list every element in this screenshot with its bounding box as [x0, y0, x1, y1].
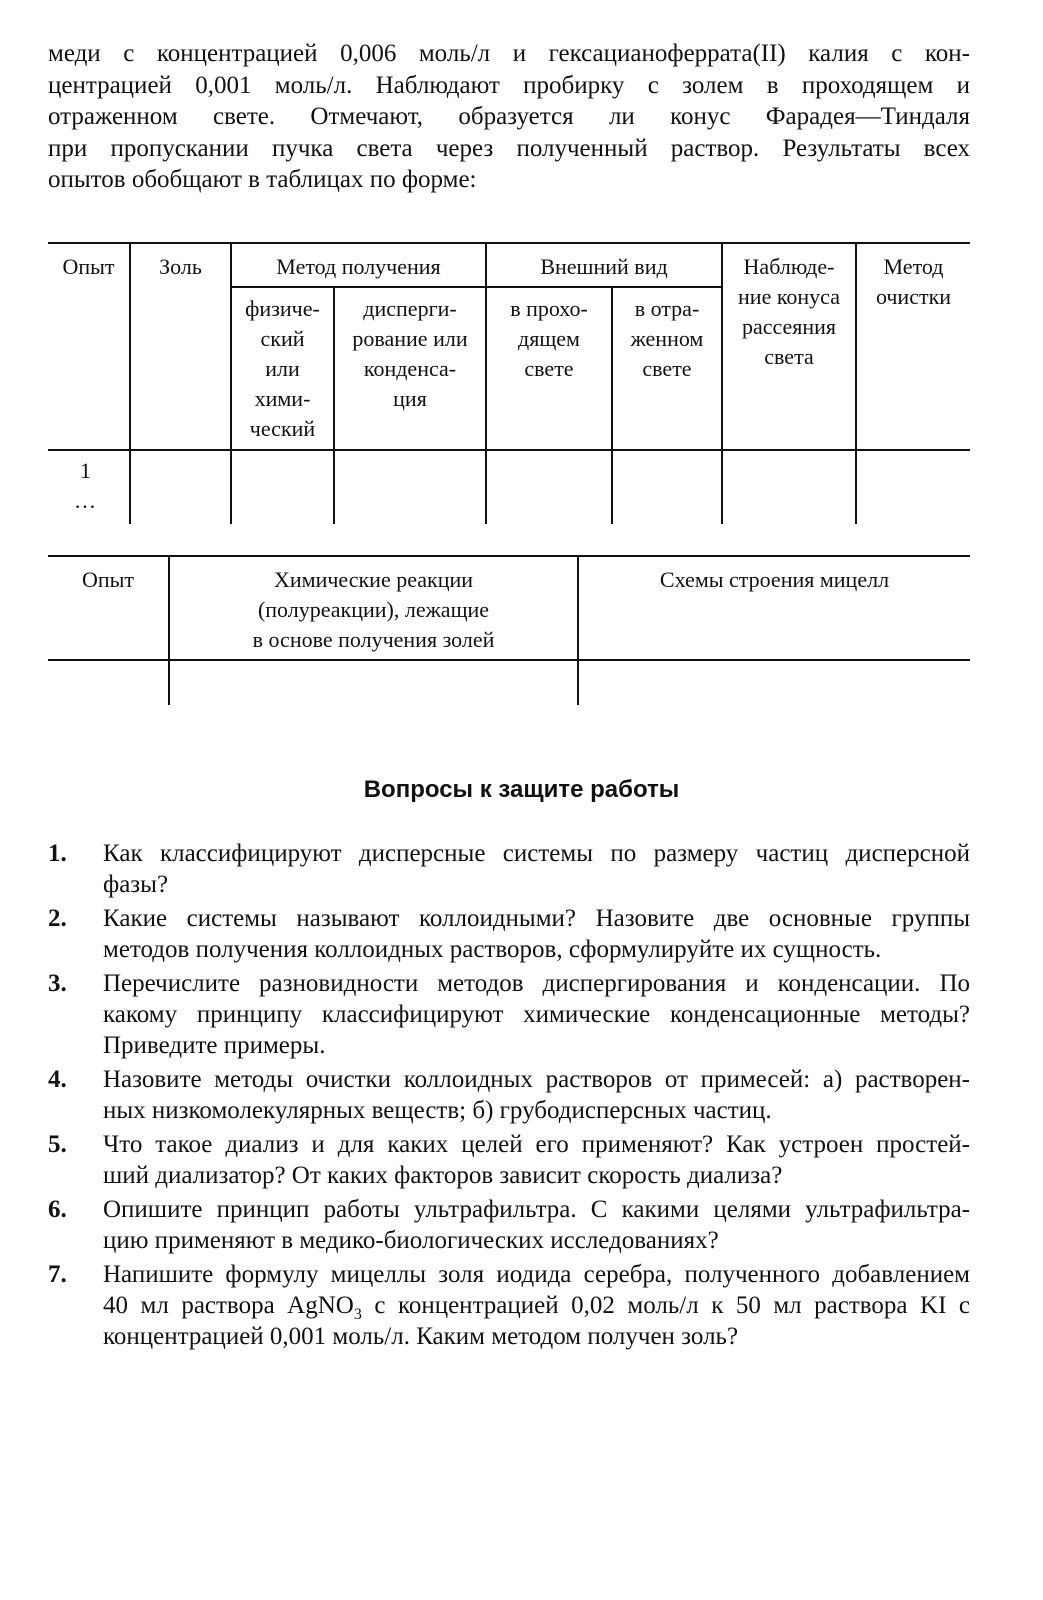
- row-ellipsis: …: [74, 488, 96, 513]
- table-border: [230, 286, 721, 288]
- table-border: [48, 659, 970, 661]
- list-item: [48, 968, 970, 1061]
- header-otrazhennom: в отра- женном свете: [630, 296, 704, 381]
- question-line: какому принципу классифицируют химические конденсационные методы?: [103, 1001, 970, 1028]
- header-prohodyashchem: в прохо- дящем свете: [510, 296, 588, 381]
- formula-subscript: 3: [353, 1306, 362, 1323]
- intro-line: отраженном свете. Отмечают, образуется ли конус Фарадея—Тиндаля: [48, 103, 970, 130]
- intro-line: опытов обобщают в таблицах по форме:: [48, 166, 477, 193]
- list-item: [48, 1259, 970, 1352]
- row-number: 1: [80, 458, 91, 483]
- question-line: ший диализатор? От каких факторов зависит скорость диализа?: [103, 1162, 783, 1189]
- intro-paragraph: [48, 38, 970, 196]
- list-item: [48, 838, 970, 900]
- table-border: [48, 242, 970, 244]
- question-line: Какие системы называют коллоидными? Назовите две основные группы: [103, 905, 970, 932]
- list-item: [48, 1129, 970, 1191]
- question-number: 6.: [48, 1196, 67, 1223]
- list-item: [48, 1064, 970, 1126]
- table-border: [129, 242, 131, 524]
- formula-part: с концентрацией 0,02 моль/л к 50 мл раствора KI с: [361, 1292, 970, 1319]
- question-number: 2.: [48, 905, 67, 932]
- intro-line: меди с концентрацией 0,006 моль/л и гексацианоферрата(II) калия с кон-: [48, 40, 970, 67]
- question-line: Перечислите разновидности методов диспергирования и конденсации. По: [103, 970, 970, 997]
- table-border: [48, 449, 970, 451]
- reactions-table: [48, 555, 970, 705]
- header-shemy: Схемы строения мицелл: [659, 567, 890, 592]
- table-border: [48, 555, 970, 557]
- questions-title: Вопросы к защите работы: [363, 776, 680, 803]
- question-line: цию применяют в медико-биологических исследованиях?: [103, 1227, 719, 1254]
- question-line: Что такое диализ и для каких целей его применяют? Как устроен простей-: [103, 1131, 970, 1158]
- question-line: Приведите примеры.: [103, 1032, 326, 1059]
- intro-line: центрацией 0,001 моль/л. Наблюдают пробирку с золем в проходящем и: [48, 71, 970, 99]
- question-line: Назовите методы очистки коллоидных растворов от примесей: а) растворен-: [103, 1066, 970, 1093]
- header-metod-ochistki: Метод очистки: [875, 254, 952, 309]
- header-zol: Золь: [159, 254, 202, 279]
- header-opyt: Опыт: [81, 567, 135, 592]
- formula-part: 40 мл раствора AgNO: [103, 1292, 354, 1319]
- list-item: [48, 903, 970, 965]
- question-number: 5.: [48, 1131, 67, 1158]
- question-number: 3.: [48, 970, 67, 997]
- list-item: [48, 1194, 970, 1256]
- question-number: 4.: [48, 1066, 67, 1093]
- header-fizicheskiy: физиче- ский или хими- ческий: [245, 296, 320, 441]
- question-line: методов получения коллоидных растворов, сформулируйте их сущность.: [103, 936, 882, 963]
- header-vneshniy-vid: Внешний вид: [540, 254, 668, 279]
- question-line: Напишите формулу мицеллы золя иодида серебра, полученного добавлением: [103, 1261, 970, 1288]
- question-line: ных низкомолекулярных веществ; б) грубодисперсных частиц.: [103, 1097, 772, 1124]
- question-line: Опишите принцип работы ультрафильтра. С какими целями ультрафильтра-: [103, 1196, 970, 1223]
- header-opyt: Опыт: [62, 254, 115, 279]
- question-number: 7.: [48, 1261, 67, 1288]
- questions-list: [48, 838, 970, 1355]
- intro-line: при пропускании пучка света через полученный раствор. Результаты всех: [48, 134, 970, 162]
- header-nablyudenie: Наблюде- ние конуса рассеяния света: [738, 254, 840, 369]
- question-number: 1.: [48, 840, 67, 867]
- header-reakcii: Химические реакции (полуреакции), лежащие в основе получения золей: [252, 567, 495, 652]
- header-dispergirovanie: дисперги- рование или конденса- ция: [352, 296, 468, 411]
- question-line: Как классифицируют дисперсные системы по размеру частиц дисперсной: [103, 840, 970, 867]
- header-metod-polucheniya: Метод получения: [276, 254, 441, 279]
- question-line: фазы?: [103, 871, 169, 898]
- results-table: [48, 242, 970, 524]
- question-line: концентрацией 0,001 моль/л. Каким методом получен золь?: [103, 1323, 739, 1350]
- question-line: [103, 1290, 970, 1321]
